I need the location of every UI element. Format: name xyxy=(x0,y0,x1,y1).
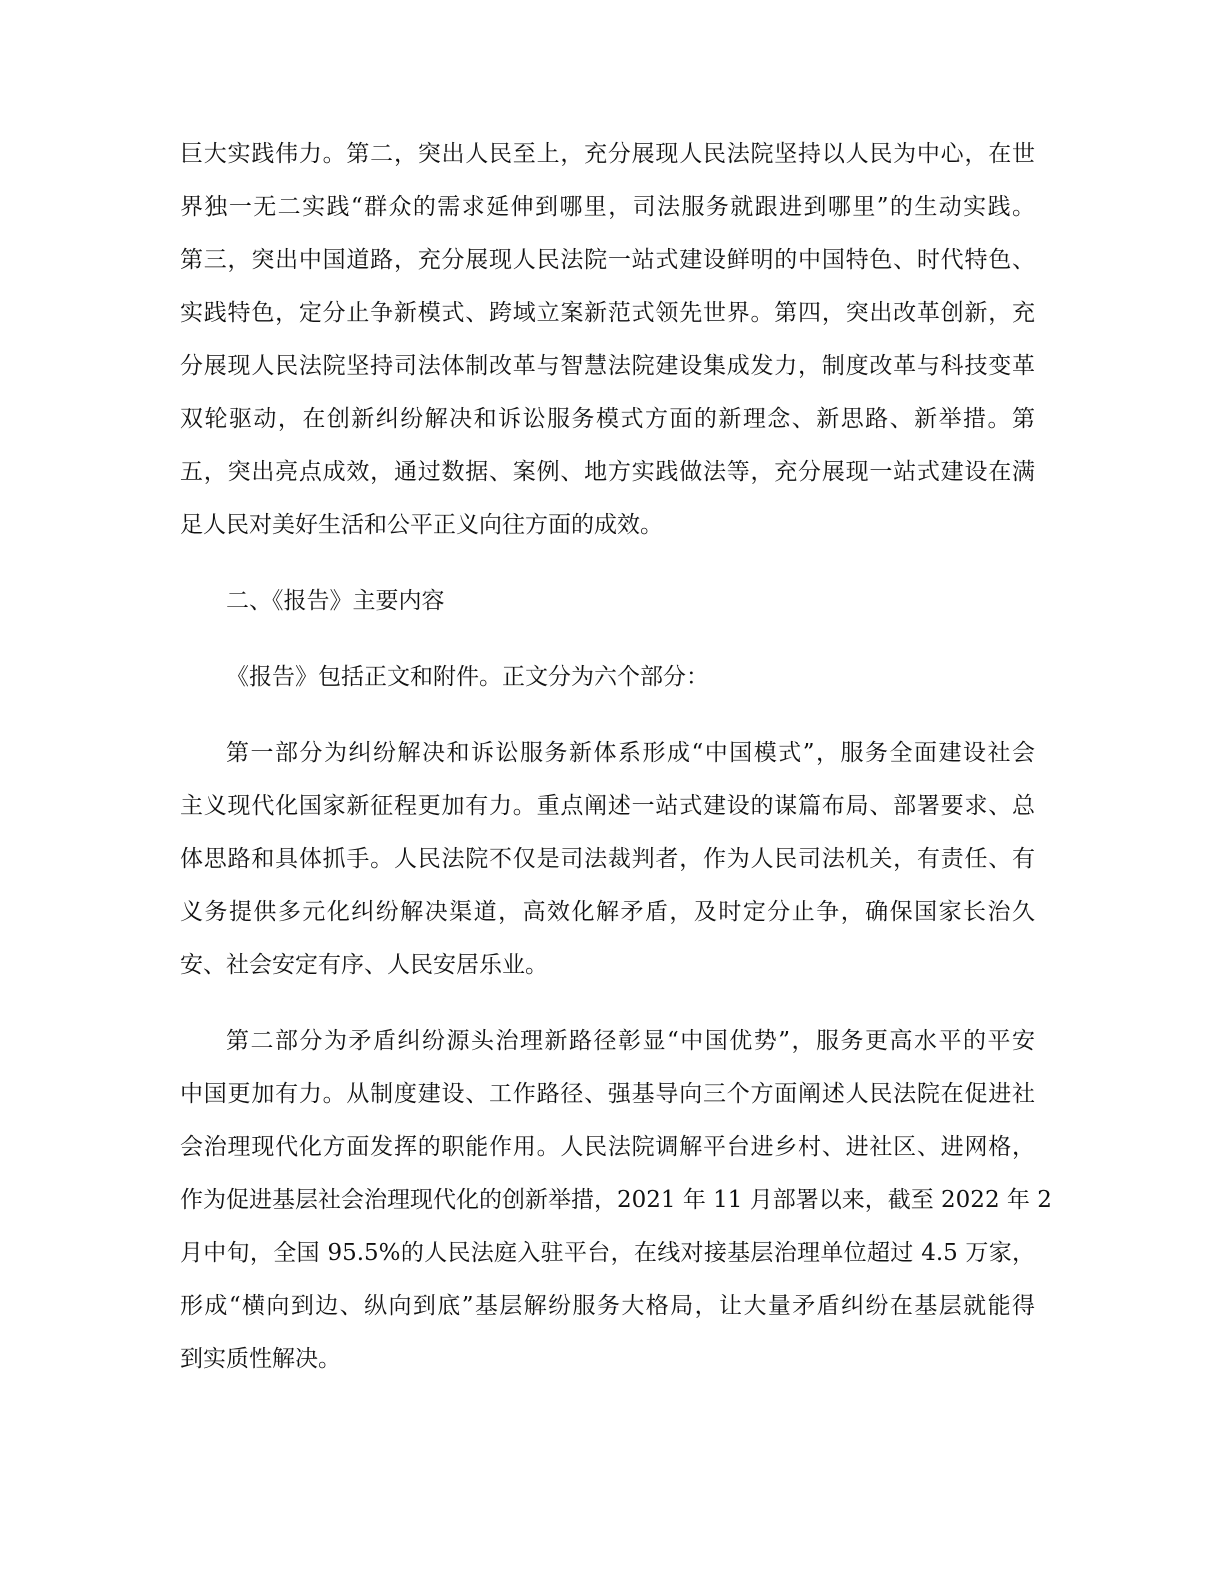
paragraph-3 xyxy=(180,727,1035,992)
text-line: 双轮驱动，在创新纠纷解决和诉讼服务模式方面的新理念、新思路、新举措。第 xyxy=(180,406,1035,432)
text-line: 会治理现代化方面发挥的职能作用。人民法院调解平台进乡村、进社区、进网格， xyxy=(180,1134,1035,1160)
text-line: 第二部分为矛盾纠纷源头治理新路径彰显“中国优势”，服务更高水平的平安 xyxy=(226,1028,1035,1054)
text-line: 足人民对美好生活和公平正义向往方面的成效。 xyxy=(180,512,663,538)
text-line: 体思路和具体抓手。人民法院不仅是司法裁判者，作为人民司法机关，有责任、有 xyxy=(180,846,1035,872)
text-line: 月中旬，全国 95.5%的人民法庭入驻平台，在线对接基层治理单位超过 4.5 万家， xyxy=(180,1240,1035,1266)
paragraph-4 xyxy=(180,1015,1052,1386)
text-line: 界独一无二实践“群众的需求延伸到哪里，司法服务就跟进到哪里”的生动实践。 xyxy=(180,194,1035,220)
text-line: 分展现人民法院坚持司法体制改革与智慧法院建设集成发力，制度改革与科技变革 xyxy=(180,353,1035,379)
text-line: 主义现代化国家新征程更加有力。重点阐述一站式建设的谋篇布局、部署要求、总 xyxy=(180,793,1035,819)
text-line: 安、社会安定有序、人民安居乐业。 xyxy=(180,952,548,978)
text-line: 到实质性解决。 xyxy=(180,1346,341,1372)
text-line: 形成“横向到边、纵向到底”基层解纷服务大格局，让大量矛盾纠纷在基层就能得 xyxy=(180,1293,1035,1319)
text-line: 巨大实践伟力。第二，突出人民至上，充分展现人民法院坚持以人民为中心，在世 xyxy=(180,141,1035,167)
text-line: 第三，突出中国道路，充分展现人民法院一站式建设鲜明的中国特色、时代特色、 xyxy=(180,247,1035,273)
spacer xyxy=(180,628,1035,651)
document-page xyxy=(180,128,1052,1386)
text-line: 中国更加有力。从制度建设、工作路径、强基导向三个方面阐述人民法院在促进社 xyxy=(180,1081,1035,1107)
text-line: 五，突出亮点成效，通过数据、案例、地方实践做法等，充分展现一站式建设在满 xyxy=(180,459,1035,485)
paragraph-2: 《报告》包括正文和附件。正文分为六个部分： xyxy=(226,664,709,690)
text-line: 作为促进基层社会治理现代化的创新举措，2021 年 11 月部署以来，截至 2022 年 2 xyxy=(180,1187,1052,1213)
section-heading: 二、《报告》主要内容 xyxy=(226,588,445,614)
spacer xyxy=(180,992,1035,1015)
text-line: 义务提供多元化纠纷解决渠道，高效化解矛盾，及时定分止争，确保国家长治久 xyxy=(180,899,1035,925)
spacer xyxy=(180,704,1035,727)
text-line: 第一部分为纠纷解决和诉讼服务新体系形成“中国模式”，服务全面建设社会 xyxy=(226,740,1035,766)
text-line: 实践特色，定分止争新模式、跨域立案新范式领先世界。第四，突出改革创新，充 xyxy=(180,300,1035,326)
spacer xyxy=(180,552,1035,575)
paragraph-1 xyxy=(180,128,1035,552)
